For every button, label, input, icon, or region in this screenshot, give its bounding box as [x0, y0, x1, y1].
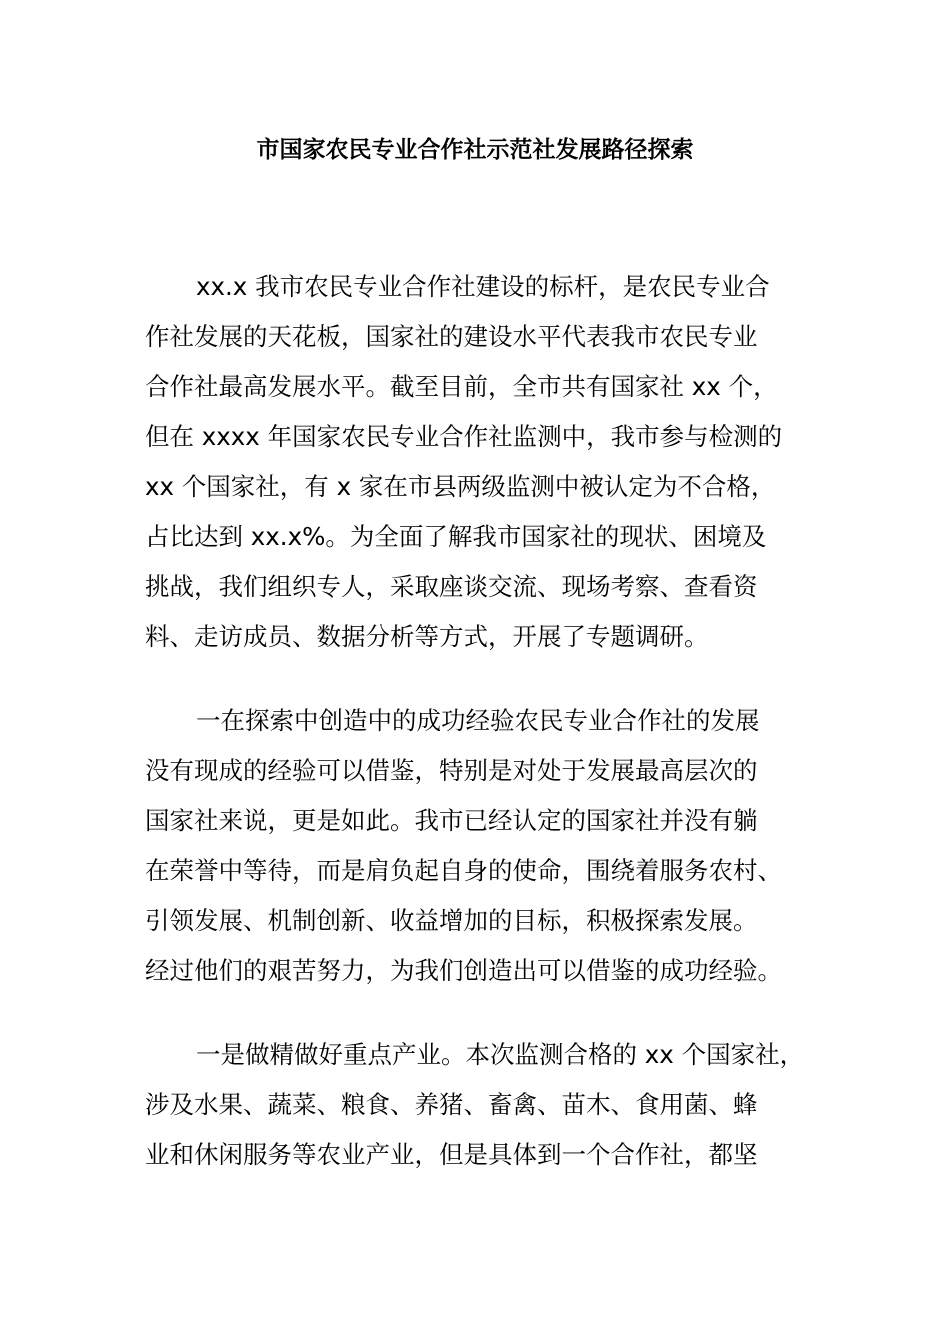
paragraph-line: 在荣誉中等待，而是肩负起自身的使命，围绕着服务农村、	[145, 856, 782, 885]
paragraph-line: 占比达到 xx.x%。为全面了解我市国家社的现状、困境及	[145, 522, 767, 551]
paragraph-line: 国家社来说，更是如此。我市已经认定的国家社并没有躺	[145, 806, 758, 835]
paragraph-line: 挑战，我们组织专人，采取座谈交流、现场考察、查看资	[145, 572, 758, 601]
paragraph-line: xx 个国家社，有 x 家在市县两级监测中被认定为不合格，	[145, 472, 776, 501]
paragraph-1	[145, 262, 825, 662]
paragraph-line: 但在 xxxx 年国家农民专业合作社监测中，我市参与检测的	[145, 422, 783, 451]
paragraph-line: xx.x 我市农民专业合作社建设的标杆，是农民专业合	[196, 272, 770, 301]
paragraph-line: 业和休闲服务等农业产业，但是具体到一个合作社，都坚	[145, 1140, 758, 1169]
paragraph-line: 引领发展、机制创新、收益增加的目标，积极探索发展。	[145, 906, 758, 935]
paragraph-3	[145, 1030, 825, 1180]
document-title: 市国家农民专业合作社示范社发展路径探索	[256, 137, 694, 163]
paragraph-line: 一是做精做好重点产业。本次监测合格的 xx 个国家社，	[196, 1040, 805, 1069]
paragraph-line: 作社发展的天花板，国家社的建设水平代表我市农民专业	[145, 322, 758, 351]
paragraph-2	[145, 696, 825, 996]
paragraph-line: 合作社最高发展水平。截至目前，全市共有国家社 xx 个，	[145, 372, 778, 401]
paragraph-line: 涉及水果、蔬菜、粮食、养猪、畜禽、苗木、食用菌、蜂	[145, 1090, 758, 1119]
paragraph-line: 经过他们的艰苦努力，为我们创造出可以借鉴的成功经验。	[145, 956, 782, 985]
paragraph-line: 一在探索中创造中的成功经验农民专业合作社的发展	[196, 706, 760, 735]
paragraph-line: 料、走访成员、数据分析等方式，开展了专题调研。	[145, 622, 709, 651]
paragraph-line: 没有现成的经验可以借鉴，特别是对处于发展最高层次的	[145, 756, 758, 785]
